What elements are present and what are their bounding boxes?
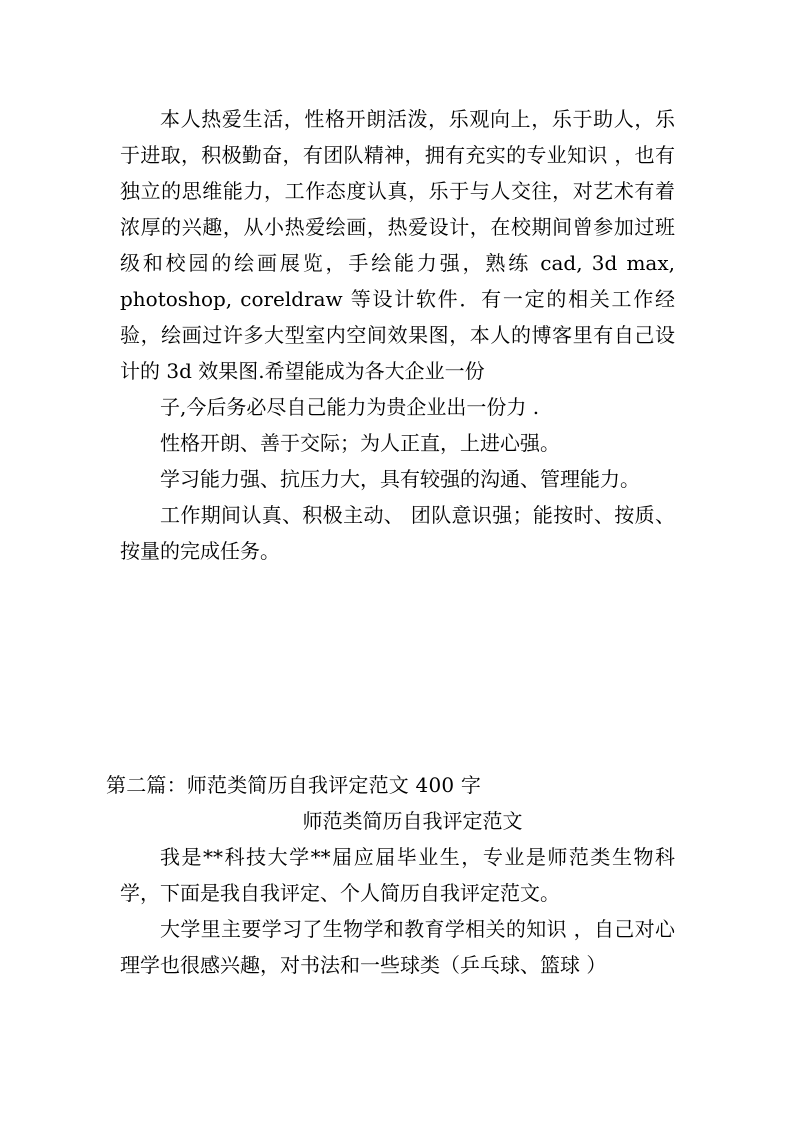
article-title: 师范类简历自我评定范文 — [302, 809, 523, 833]
body-paragraph: 学习能力强、抗压力大，具有较强的沟通、管理能力。 — [160, 467, 640, 491]
second-article-section — [106, 767, 675, 983]
self-evaluation-section — [120, 101, 675, 569]
body-paragraph: 我是**科技大学**届应届毕业生，专业是师范类生物科学，下面是我自我评定、个人简历自我评定范文。 — [120, 845, 675, 905]
body-paragraph: 子,今后务必尽自己能力为贵企业出一份力 . — [160, 395, 540, 419]
chapter-heading: 第二篇：师范类简历自我评定范文 400 字 — [106, 773, 482, 797]
body-paragraph: 大学里主要学习了生物学和教育学相关的知识 ，自己对心理学也很感兴趣，对书法和一些球类（乒乓球、篮球 ） — [120, 917, 675, 977]
body-paragraph: 工作期间认真、积极主动、 团队意识强；能按时、按质、按量的完成任务。 — [120, 503, 675, 563]
body-paragraph: 性格开朗、善于交际；为人正直，上进心强。 — [160, 431, 560, 455]
body-paragraph: 本人热爱生活，性格开朗活泼，乐观向上，乐于助人，乐于进取，积极勤奋，有团队精神，拥有充实的专业知识 ，也有独立的思维能力，工作态度认真，乐于与人交往，对艺术有着浓厚的兴趣，从小热爱绘画，热爱设计，在校期间曾参加过班级和校园的绘画展览，手绘能力强，熟练 cad, 3d max, photoshop, coreldraw 等设计软件．有一定的相关工作经验，绘画过许多大型室内空间效果图，本人的博客里有自己设计的 3d 效果图.希望能成为各大企业一份 — [120, 107, 675, 383]
